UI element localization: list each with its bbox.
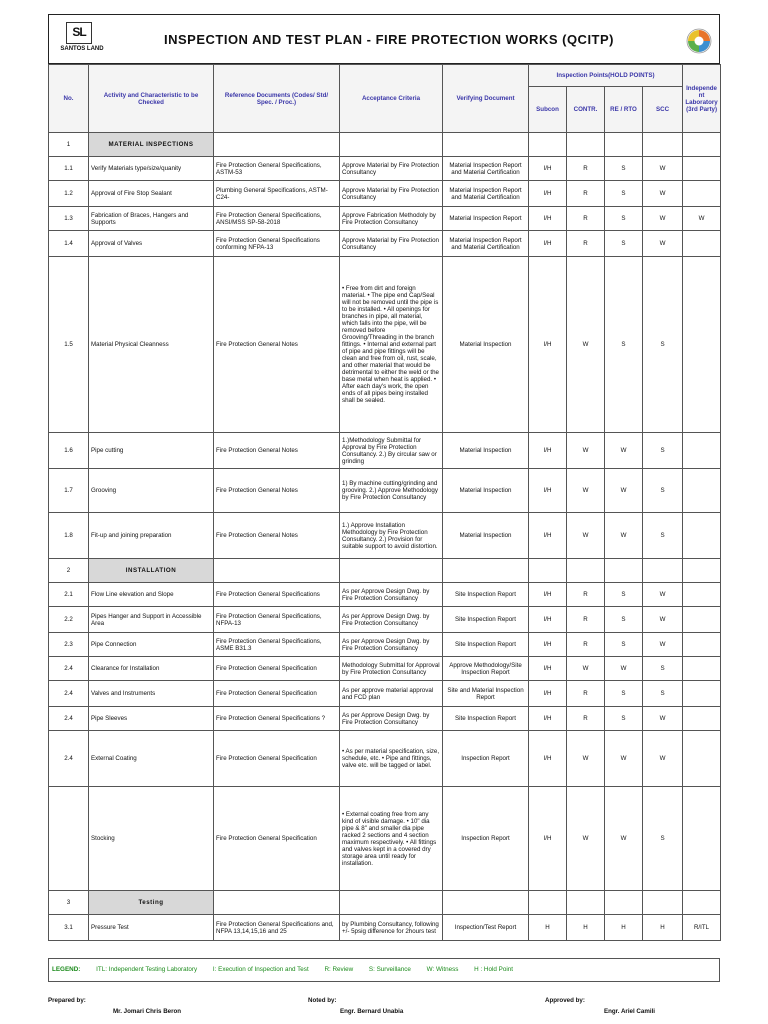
re-rto-cell: S	[605, 257, 643, 433]
table-row	[49, 181, 721, 207]
contr-cell: W	[567, 469, 605, 513]
contr-cell: R	[567, 181, 605, 207]
row-number: 2.4	[49, 657, 89, 681]
empty-cell	[643, 133, 683, 157]
col-acceptance: Acceptance Criteria	[340, 65, 443, 133]
scc-cell: W	[643, 607, 683, 633]
table-row	[49, 231, 721, 257]
subcon-cell: I/H	[529, 257, 567, 433]
acceptance-cell: • External coating free from any kind of visible damage. • 10" dia pipe & 8" and smaller dia pipe racked 2 sections and 4 section maximum respectively. • All fittings and valves kept in a covered dry storage area until ready for installation.	[340, 787, 443, 891]
re-rto-cell: S	[605, 607, 643, 633]
contr-cell: R	[567, 607, 605, 633]
row-number: 2.3	[49, 633, 89, 657]
scc-cell: S	[643, 657, 683, 681]
empty-cell	[340, 133, 443, 157]
legend-item: R: Review	[324, 966, 354, 973]
empty-cell	[605, 559, 643, 583]
re-rto-cell: W	[605, 433, 643, 469]
reference-cell: Fire Protection General Notes	[214, 469, 340, 513]
subcon-cell: I/H	[529, 231, 567, 257]
table-row	[49, 657, 721, 681]
empty-cell	[529, 891, 567, 915]
acceptance-cell: As per approve material approval and FCD plan	[340, 681, 443, 707]
reference-cell: Fire Protection General Notes	[214, 257, 340, 433]
noted-by-name: Engr. Bernard Unabia	[340, 1008, 404, 1015]
activity-cell: Approval of Fire Stop Sealant	[89, 181, 214, 207]
verifying-document-cell: Approve Methodology/Site Inspection Report	[443, 657, 529, 681]
col-lab: Independent Laboratory (3rd Party)	[683, 65, 721, 133]
scc-cell: H	[643, 915, 683, 941]
verifying-document-cell: Inspection/Test Report	[443, 915, 529, 941]
reference-cell: Fire Protection General Specifications, ASME B31.3	[214, 633, 340, 657]
empty-cell	[567, 559, 605, 583]
subcon-cell: I/H	[529, 707, 567, 731]
verifying-document-cell: Material Inspection	[443, 433, 529, 469]
verifying-document-cell: Site and Material Inspection Report	[443, 681, 529, 707]
lab-cell	[683, 731, 721, 787]
table-row	[49, 469, 721, 513]
activity-cell: Grooving	[89, 469, 214, 513]
reference-cell: Fire Protection General Specification	[214, 657, 340, 681]
scc-cell: S	[643, 433, 683, 469]
inspection-test-plan-table	[48, 64, 721, 941]
acceptance-cell: As per Approve Design Dwg. by Fire Protection Consultancy	[340, 607, 443, 633]
legend-item: S: Surveillance	[368, 966, 411, 973]
legend-item: W: Witness	[426, 966, 459, 973]
acceptance-cell: 1.)Methodology Submittal for Approval by Fire Protection Consultancy. 2.) By circular saw or grinding	[340, 433, 443, 469]
empty-cell	[214, 133, 340, 157]
row-number: 2.2	[49, 607, 89, 633]
row-number	[49, 787, 89, 891]
table-row	[49, 207, 721, 231]
contr-cell: H	[567, 915, 605, 941]
row-number: 2.4	[49, 707, 89, 731]
empty-cell	[643, 559, 683, 583]
lab-cell	[683, 583, 721, 607]
reference-cell: Plumbing General Specifications, ASTM-C24-	[214, 181, 340, 207]
contr-cell: R	[567, 583, 605, 607]
empty-cell	[567, 891, 605, 915]
section-row	[49, 559, 721, 583]
row-number: 1.1	[49, 157, 89, 181]
contr-cell: R	[567, 157, 605, 181]
acceptance-cell: by Plumbing Consultancy, following +/- 5psig difference for 2hours test	[340, 915, 443, 941]
scc-cell: W	[643, 181, 683, 207]
re-rto-cell: W	[605, 657, 643, 681]
activity-cell: Fit-up and joining preparation	[89, 513, 214, 559]
empty-cell	[443, 891, 529, 915]
activity-cell: Flow Line elevation and Slope	[89, 583, 214, 607]
row-number: 1.8	[49, 513, 89, 559]
lab-cell	[683, 231, 721, 257]
verifying-document-cell: Site Inspection Report	[443, 633, 529, 657]
reference-cell: Fire Protection General Specifications	[214, 583, 340, 607]
section-row	[49, 133, 721, 157]
acceptance-cell: As per Approve Design Dwg. by Fire Protection Consultancy	[340, 707, 443, 731]
contr-cell: R	[567, 681, 605, 707]
scc-cell: W	[643, 207, 683, 231]
subcon-cell: I/H	[529, 513, 567, 559]
lab-cell	[683, 787, 721, 891]
scc-cell: W	[643, 583, 683, 607]
table-row	[49, 633, 721, 657]
table-row	[49, 707, 721, 731]
logo-text: SANTOS LAND	[60, 46, 104, 52]
empty-cell	[643, 891, 683, 915]
activity-cell: External Coating	[89, 731, 214, 787]
acceptance-cell: As per Approve Design Dwg. by Fire Protection Consultancy	[340, 583, 443, 607]
document-header	[48, 14, 720, 64]
reference-cell: Fire Protection General Notes	[214, 433, 340, 469]
activity-cell: Pressure Test	[89, 915, 214, 941]
scc-cell: S	[643, 469, 683, 513]
lab-cell	[683, 633, 721, 657]
legend-item: ITL: Independent Testing Laboratory	[96, 966, 198, 973]
approved-by-name: Engr. Ariel Camili	[604, 1008, 656, 1015]
lab-cell	[683, 607, 721, 633]
re-rto-cell: S	[605, 181, 643, 207]
acceptance-cell: Methodology Submittal for Approval by Fire Protection Consultancy	[340, 657, 443, 681]
empty-cell	[214, 559, 340, 583]
contr-cell: R	[567, 707, 605, 731]
acceptance-cell: • As per material specification, size, schedule, etc. • Pipe and fittings, valve etc. will be tagged or label.	[340, 731, 443, 787]
subcon-cell: I/H	[529, 607, 567, 633]
activity-cell: Verify Materials type/size/quanity	[89, 157, 214, 181]
legend-label: LEGEND:	[52, 966, 81, 973]
table-row	[49, 681, 721, 707]
verifying-document-cell: Inspection Report	[443, 731, 529, 787]
col-scc: SCC	[643, 87, 683, 133]
empty-cell	[683, 891, 721, 915]
santos-land-logo	[57, 22, 103, 60]
subcon-cell: I/H	[529, 433, 567, 469]
row-number: 1.7	[49, 469, 89, 513]
activity-cell: Material Physical Cleanness	[89, 257, 214, 433]
verifying-document-cell: Site Inspection Report	[443, 583, 529, 607]
table-row	[49, 157, 721, 181]
re-rto-cell: S	[605, 583, 643, 607]
subcon-cell: I/H	[529, 657, 567, 681]
itp-sheet	[48, 14, 720, 982]
table-row	[49, 513, 721, 559]
re-rto-cell: W	[605, 513, 643, 559]
certification-logo-icon	[685, 27, 713, 55]
contr-cell: R	[567, 231, 605, 257]
lab-cell: R/ITL	[683, 915, 721, 941]
acceptance-cell: • Free from dirt and foreign material. • The pipe end Cap/Seal will not be removed until the pipe is to be installed. • All openings for branches in pipe, all material, which falls into the pipe, will be removed before Grooving/Threading in the branch fittings. • Internal and external part of pipe and pipe fittings will be clean and free from oil, rust, scale, and other material that would be detrimental to either the weld or the base metal when heat is applied. • After each day's work, the open ends of all pipes being installed shall be sealed.	[340, 257, 443, 433]
acceptance-cell: Approve Material by Fire Protection Consultancy	[340, 231, 443, 257]
contr-cell: W	[567, 513, 605, 559]
section-number: 3	[49, 891, 89, 915]
activity-cell: Clearance for Installation	[89, 657, 214, 681]
activity-cell: Stocking	[89, 787, 214, 891]
logo-mark: SL	[66, 22, 92, 44]
scc-cell: S	[643, 513, 683, 559]
reference-cell: Fire Protection General Specifications and, NFPA 13,14,15,16 and 25	[214, 915, 340, 941]
subcon-cell: I/H	[529, 469, 567, 513]
activity-cell: Pipe Sleeves	[89, 707, 214, 731]
reference-cell: Fire Protection General Specification	[214, 731, 340, 787]
empty-cell	[443, 559, 529, 583]
table-body	[49, 133, 721, 941]
section-label: MATERIAL INSPECTIONS	[89, 133, 214, 157]
col-reference: Reference Documents (Codes/ Std/ Spec. / Proc.)	[214, 65, 340, 133]
lab-cell	[683, 181, 721, 207]
subcon-cell: I/H	[529, 633, 567, 657]
scc-cell: W	[643, 707, 683, 731]
reference-cell: Fire Protection General Specifications, NFPA-13	[214, 607, 340, 633]
legend	[48, 958, 720, 982]
row-number: 1.2	[49, 181, 89, 207]
empty-cell	[340, 891, 443, 915]
verifying-document-cell: Material Inspection Report and Material Certification	[443, 181, 529, 207]
reference-cell: Fire Protection General Specifications, ANSI/MSS SP-58-2018	[214, 207, 340, 231]
scc-cell: W	[643, 157, 683, 181]
legend-item: H : Hold Point	[474, 966, 513, 973]
reference-cell: Fire Protection General Specification	[214, 787, 340, 891]
row-number: 2.4	[49, 681, 89, 707]
contr-cell: W	[567, 433, 605, 469]
empty-cell	[605, 891, 643, 915]
approved-by-label: Approved by:	[545, 997, 585, 1004]
section-label: INSTALLATION	[89, 559, 214, 583]
row-number: 1.3	[49, 207, 89, 231]
row-number: 2.4	[49, 731, 89, 787]
row-number: 1.4	[49, 231, 89, 257]
subcon-cell: I/H	[529, 787, 567, 891]
verifying-document-cell: Material Inspection	[443, 257, 529, 433]
acceptance-cell: Approve Material by Fire Protection Consultancy	[340, 181, 443, 207]
table-row	[49, 787, 721, 891]
re-rto-cell: S	[605, 681, 643, 707]
legend-item: I: Execution of Inspection and Test	[212, 966, 309, 973]
lab-cell	[683, 257, 721, 433]
lab-cell	[683, 157, 721, 181]
scc-cell: W	[643, 731, 683, 787]
empty-cell	[214, 891, 340, 915]
re-rto-cell: W	[605, 731, 643, 787]
col-activity: Activity and Characteristic to be Checked	[89, 65, 214, 133]
reference-cell: Fire Protection General Specification	[214, 681, 340, 707]
reference-cell: Fire Protection General Specifications ?	[214, 707, 340, 731]
lab-cell	[683, 513, 721, 559]
lab-cell: W	[683, 207, 721, 231]
re-rto-cell: S	[605, 231, 643, 257]
verifying-document-cell: Material Inspection Report	[443, 207, 529, 231]
row-number: 2.1	[49, 583, 89, 607]
acceptance-cell: As per Approve Design Dwg. by Fire Protection Consultancy	[340, 633, 443, 657]
subcon-cell: I/H	[529, 731, 567, 787]
subcon-cell: I/H	[529, 681, 567, 707]
empty-cell	[683, 133, 721, 157]
contr-cell: R	[567, 207, 605, 231]
section-number: 1	[49, 133, 89, 157]
contr-cell: W	[567, 257, 605, 433]
table-row	[49, 257, 721, 433]
empty-cell	[529, 133, 567, 157]
prepared-by-name: Mr. Jomari Chris Beron	[113, 1008, 182, 1015]
col-contr: CONTR.	[567, 87, 605, 133]
row-number: 1.5	[49, 257, 89, 433]
verifying-document-cell: Material Inspection	[443, 469, 529, 513]
verifying-document-cell: Site Inspection Report	[443, 607, 529, 633]
section-number: 2	[49, 559, 89, 583]
lab-cell	[683, 707, 721, 731]
table-row	[49, 583, 721, 607]
acceptance-cell: 1.) Approve Installation Methodology by Fire Protection Consultancy. 2.) Provision for suitable support to avoid distortion.	[340, 513, 443, 559]
activity-cell: Pipes Hanger and Support in Accessible Area	[89, 607, 214, 633]
reference-cell: Fire Protection General Specifications, ASTM-53	[214, 157, 340, 181]
contr-cell: W	[567, 787, 605, 891]
scc-cell: W	[643, 231, 683, 257]
activity-cell: Pipe cutting	[89, 433, 214, 469]
table-row	[49, 433, 721, 469]
scc-cell: S	[643, 257, 683, 433]
lab-cell	[683, 469, 721, 513]
scc-cell: S	[643, 787, 683, 891]
activity-cell: Pipe Connection	[89, 633, 214, 657]
subcon-cell: I/H	[529, 583, 567, 607]
section-label: Testing	[89, 891, 214, 915]
table-row	[49, 915, 721, 941]
subcon-cell: I/H	[529, 157, 567, 181]
re-rto-cell: S	[605, 157, 643, 181]
empty-cell	[605, 133, 643, 157]
verifying-document-cell: Material Inspection Report and Material Certification	[443, 157, 529, 181]
empty-cell	[443, 133, 529, 157]
row-number: 1.6	[49, 433, 89, 469]
acceptance-cell: 1) By machine cutting/grinding and grooving. 2.) Approve Methodology by Fire Protection Consultancy	[340, 469, 443, 513]
table-header-row	[49, 65, 721, 87]
scc-cell: S	[643, 681, 683, 707]
verifying-document-cell: Material Inspection	[443, 513, 529, 559]
col-verifying: Verifying Document	[443, 65, 529, 133]
verifying-document-cell: Material Inspection Report and Material Certification	[443, 231, 529, 257]
empty-cell	[567, 133, 605, 157]
re-rto-cell: S	[605, 707, 643, 731]
re-rto-cell: S	[605, 633, 643, 657]
row-number: 3.1	[49, 915, 89, 941]
col-no: No.	[49, 65, 89, 133]
empty-cell	[529, 559, 567, 583]
re-rto-cell: S	[605, 207, 643, 231]
contr-cell: W	[567, 657, 605, 681]
scc-cell: W	[643, 633, 683, 657]
noted-by-label: Noted by:	[308, 997, 337, 1004]
section-row	[49, 891, 721, 915]
activity-cell: Valves and Instruments	[89, 681, 214, 707]
col-hold-points: Inspection Points(HOLD POINTS)	[529, 65, 683, 87]
lab-cell	[683, 657, 721, 681]
reference-cell: Fire Protection General Notes	[214, 513, 340, 559]
verifying-document-cell: Inspection Report	[443, 787, 529, 891]
activity-cell: Approval of Valves	[89, 231, 214, 257]
reference-cell: Fire Protection General Specifications conforming NFPA-13	[214, 231, 340, 257]
empty-cell	[340, 559, 443, 583]
re-rto-cell: W	[605, 787, 643, 891]
col-re-rto: RE / RTO	[605, 87, 643, 133]
contr-cell: W	[567, 731, 605, 787]
re-rto-cell: W	[605, 469, 643, 513]
empty-cell	[683, 559, 721, 583]
page-title: INSPECTION AND TEST PLAN - FIRE PROTECTION WORKS (QCITP)	[163, 32, 615, 47]
acceptance-cell: Approve Fabrication Methodoly by Fire Protection Consultancy	[340, 207, 443, 231]
lab-cell	[683, 681, 721, 707]
col-subcon: Subcon	[529, 87, 567, 133]
verifying-document-cell: Site Inspection Report	[443, 707, 529, 731]
table-row	[49, 731, 721, 787]
re-rto-cell: H	[605, 915, 643, 941]
subcon-cell: I/H	[529, 207, 567, 231]
subcon-cell: H	[529, 915, 567, 941]
subcon-cell: I/H	[529, 181, 567, 207]
prepared-by-label: Prepared by:	[48, 997, 86, 1004]
table-row	[49, 607, 721, 633]
activity-cell: Fabrication of Braces, Hangers and Supports	[89, 207, 214, 231]
lab-cell	[683, 433, 721, 469]
acceptance-cell: Approve Material by Fire Protection Consultancy	[340, 157, 443, 181]
contr-cell: R	[567, 633, 605, 657]
